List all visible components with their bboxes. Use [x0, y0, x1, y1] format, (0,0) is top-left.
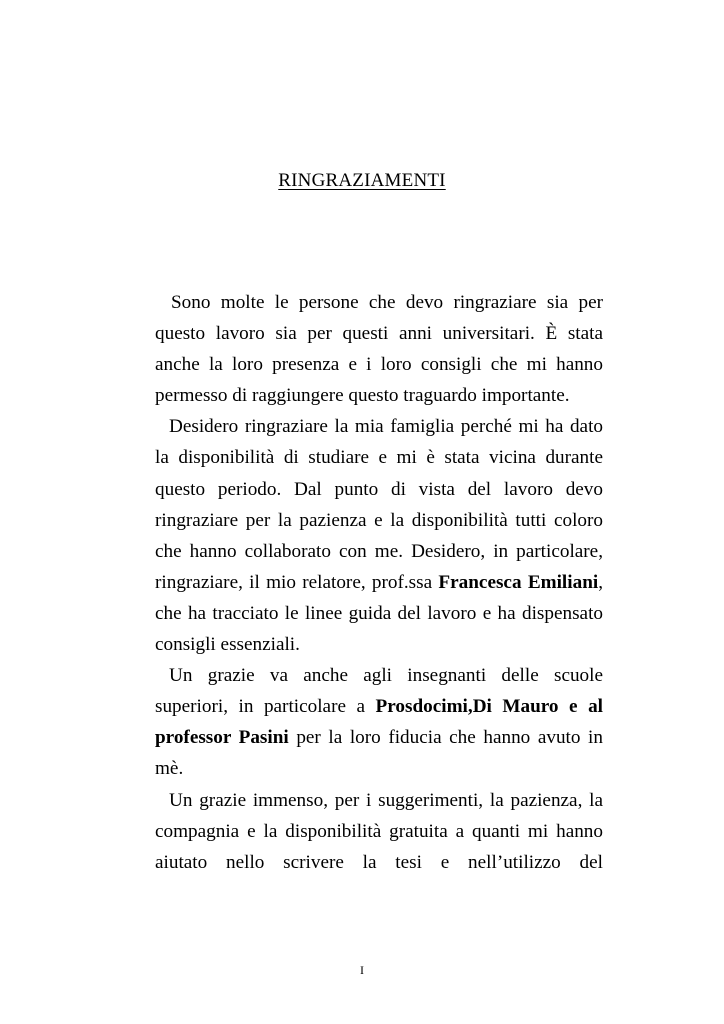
- acknowledgements-body: [155, 287, 603, 878]
- paragraph-3: [155, 660, 603, 784]
- teachers-names: Prosdocimi,Di Mauro e al professor Pasini: [155, 696, 603, 749]
- paragraph-3-text: Un grazie va anche agli insegnanti delle scuole superiori, in particolare a: [155, 665, 603, 718]
- page-title: RINGRAZIAMENTI: [278, 170, 446, 191]
- paragraph-2-text: Desidero ringraziare la mia famiglia perché mi ha dato la disponibilità di studiare e mi è stata vicina durante questo periodo. Dal punto di vista del lavoro devo ringraziare per la pazienza e la disponibilità tutti coloro che hanno collaborato con me. Desidero, in particolare, ringraziare, il mio relatore, prof.ssa: [155, 416, 603, 593]
- paragraph-1: Sono molte le persone che devo ringraziare sia per questo lavoro sia per questi anni universitari. È stata anche la loro presenza e i loro consigli che mi hanno permesso di raggiungere questo traguardo importante.: [155, 292, 603, 407]
- page-number: I: [360, 963, 364, 977]
- paragraph-3-text-end: per la loro fiducia che hanno avuto in mè.: [155, 727, 603, 780]
- paragraph-2-text-end: , che ha tracciato le linee guida del lavoro e ha dispensato consigli essenziali.: [155, 571, 603, 656]
- relatore-name: Francesca Emiliani: [438, 571, 599, 593]
- paragraph-2: [155, 411, 603, 660]
- paragraph-4: Un grazie immenso, per i suggerimenti, la pazienza, la compagnia e la disponibilità gratuita a quanti mi hanno aiutato nello scrivere la tesi e nell’utilizzo del: [155, 789, 603, 873]
